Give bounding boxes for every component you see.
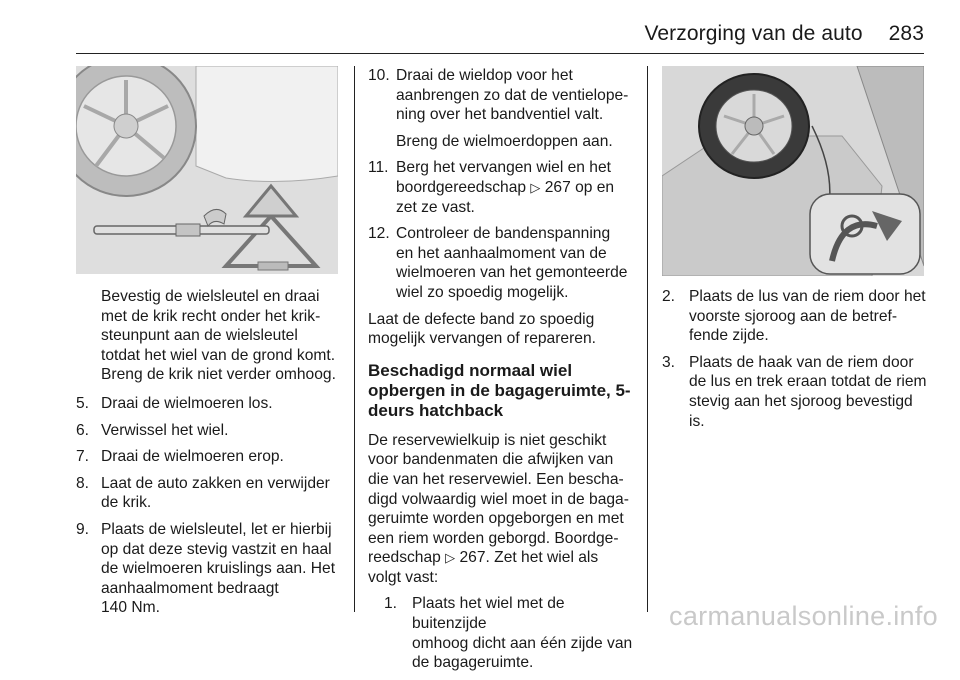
step-number: 1. (384, 595, 398, 613)
column-3 (662, 287, 928, 438)
substep-3 (662, 353, 928, 431)
step-text: op dat deze stevig vastzit en haal (101, 540, 332, 558)
step-text: de wielmoeren kruislings aan. Het (101, 560, 336, 578)
jack-illustration (76, 66, 338, 274)
substep-2 (662, 287, 928, 346)
step-text: omhoog dicht aan één zijde van (412, 634, 633, 652)
step-5 (76, 394, 348, 414)
step-text: Berg het vervangen wiel en het (396, 159, 611, 177)
caption-line: totdat het wiel van de grond komt. (101, 346, 336, 364)
section-paragraph (368, 431, 638, 588)
step-number: 7. (76, 448, 90, 466)
figure-caption (76, 287, 348, 385)
paragraph-line (368, 548, 638, 568)
running-header (644, 22, 924, 46)
substep-1 (384, 594, 638, 672)
step-text: Plaats de lus van de riem door het (689, 288, 926, 305)
step-number: 6. (76, 421, 90, 439)
step-text: ning over het bandventiel valt. (396, 106, 604, 124)
caption-line: met de krik recht onder het krik- (101, 307, 321, 325)
header-title: Verzorging van de auto (644, 22, 863, 45)
page-reference[interactable]: 267. Zet het wiel als (455, 549, 599, 567)
caption-line: Bevestig de wielsleutel en draai (101, 288, 320, 305)
step-text: Controleer de bandenspanning (396, 225, 611, 243)
step-text: Draai de wieldop voor het (396, 67, 573, 84)
step-text: voorste sjoroog aan de betref- (689, 307, 898, 325)
page-reference[interactable]: 267 op en (540, 178, 615, 196)
step-12 (368, 224, 638, 302)
step-text: de krik. (101, 494, 152, 512)
step-text: Plaats de haak van de riem door (689, 353, 914, 371)
step-text: is. (689, 412, 705, 430)
step-text: wiel zo spoedig mogelijk. (396, 283, 569, 301)
jack-drawing (76, 66, 338, 274)
column-2 (368, 66, 638, 680)
paragraph-text-part: reedschap (368, 549, 446, 567)
step-number: 5. (76, 394, 90, 412)
step-8 (76, 474, 348, 513)
step-text: Plaats het wiel met de buitenzijde (412, 595, 565, 633)
heading-line: Beschadigd normaal wiel (368, 360, 573, 380)
paragraph-line: volgt vast: (368, 568, 439, 586)
paragraph-line: Laat de defecte band zo spoedig (368, 310, 595, 328)
step-text: 140 Nm. (101, 599, 160, 617)
page-number: 283 (888, 22, 924, 45)
paragraph-line: voor bandenmaten die afwijken van (368, 451, 614, 469)
step-text (396, 178, 638, 198)
paragraph-line: geruimte worden opgeborgen en met (368, 510, 624, 528)
step-text: fende zijde. (689, 327, 769, 345)
step-text: Laat de auto zakken en verwijder (101, 474, 330, 492)
trunk-wheel-illustration (662, 66, 924, 276)
step-text: zet ze vast. (396, 198, 475, 216)
step-text: Plaats de wielsleutel, let er hierbij (101, 520, 332, 538)
triangle-right-icon: ▷ (445, 550, 456, 566)
step-text: Draai de wielmoeren erop. (101, 448, 284, 466)
step-11 (368, 158, 638, 217)
step-text: Draai de wielmoeren los. (101, 394, 273, 412)
paragraph-line: die van het reservewiel. Een bescha- (368, 470, 624, 488)
paragraph-line: mogelijk vervangen of repareren. (368, 330, 596, 348)
step-10-note: Breng de wielmoerdoppen aan. (396, 132, 613, 150)
step-number: 9. (76, 520, 90, 538)
step-number: 12. (368, 225, 390, 243)
paragraph-line: een riem worden geborgd. Boordge- (368, 529, 619, 547)
step-number: 2. (662, 288, 676, 305)
column-1 (76, 287, 348, 625)
paragraph-line: De reservewielkuip is niet geschikt (368, 431, 607, 449)
repair-note (368, 310, 638, 349)
step-text: stevig aan het sjoroog bevestigd (689, 392, 913, 410)
step-number: 8. (76, 474, 90, 492)
column-divider-2 (647, 66, 648, 612)
section-heading (368, 361, 638, 421)
step-text: wielmoeren van het gemonteerde (396, 264, 628, 282)
step-9 (76, 520, 348, 618)
step-text: de bagageruimte. (412, 654, 534, 672)
header-rule (76, 53, 924, 54)
step-number: 3. (662, 353, 676, 371)
paragraph-line: digd volwaardig wiel moet in de baga- (368, 490, 629, 508)
triangle-right-icon: ▷ (530, 179, 541, 195)
caption-line: Breng de krik niet verder omhoog. (101, 366, 336, 384)
step-text: de lus en trek eraan totdat de riem (689, 373, 927, 391)
step-7 (76, 447, 348, 467)
caption-line: steunpunt aan de wielsleutel (101, 327, 298, 345)
step-6 (76, 421, 348, 441)
step-text: en het aanhaalmoment van de (396, 244, 607, 262)
step-number: 10. (368, 67, 390, 84)
heading-line: deurs hatchback (368, 400, 504, 420)
heading-line: opbergen in de bagageruimte, 5- (368, 380, 631, 400)
step-text-part: boordgereedschap (396, 178, 531, 196)
step-number: 11. (368, 159, 389, 177)
step-text: Verwissel het wiel. (101, 421, 229, 439)
step-text: aanhaalmoment bedraagt (101, 579, 279, 597)
trunk-drawing (662, 66, 924, 276)
column-divider-1 (354, 66, 355, 612)
watermark: carmanualsonline.info (669, 601, 938, 631)
step-10 (368, 66, 638, 125)
step-text: aanbrengen zo dat de ventielope- (396, 86, 629, 104)
